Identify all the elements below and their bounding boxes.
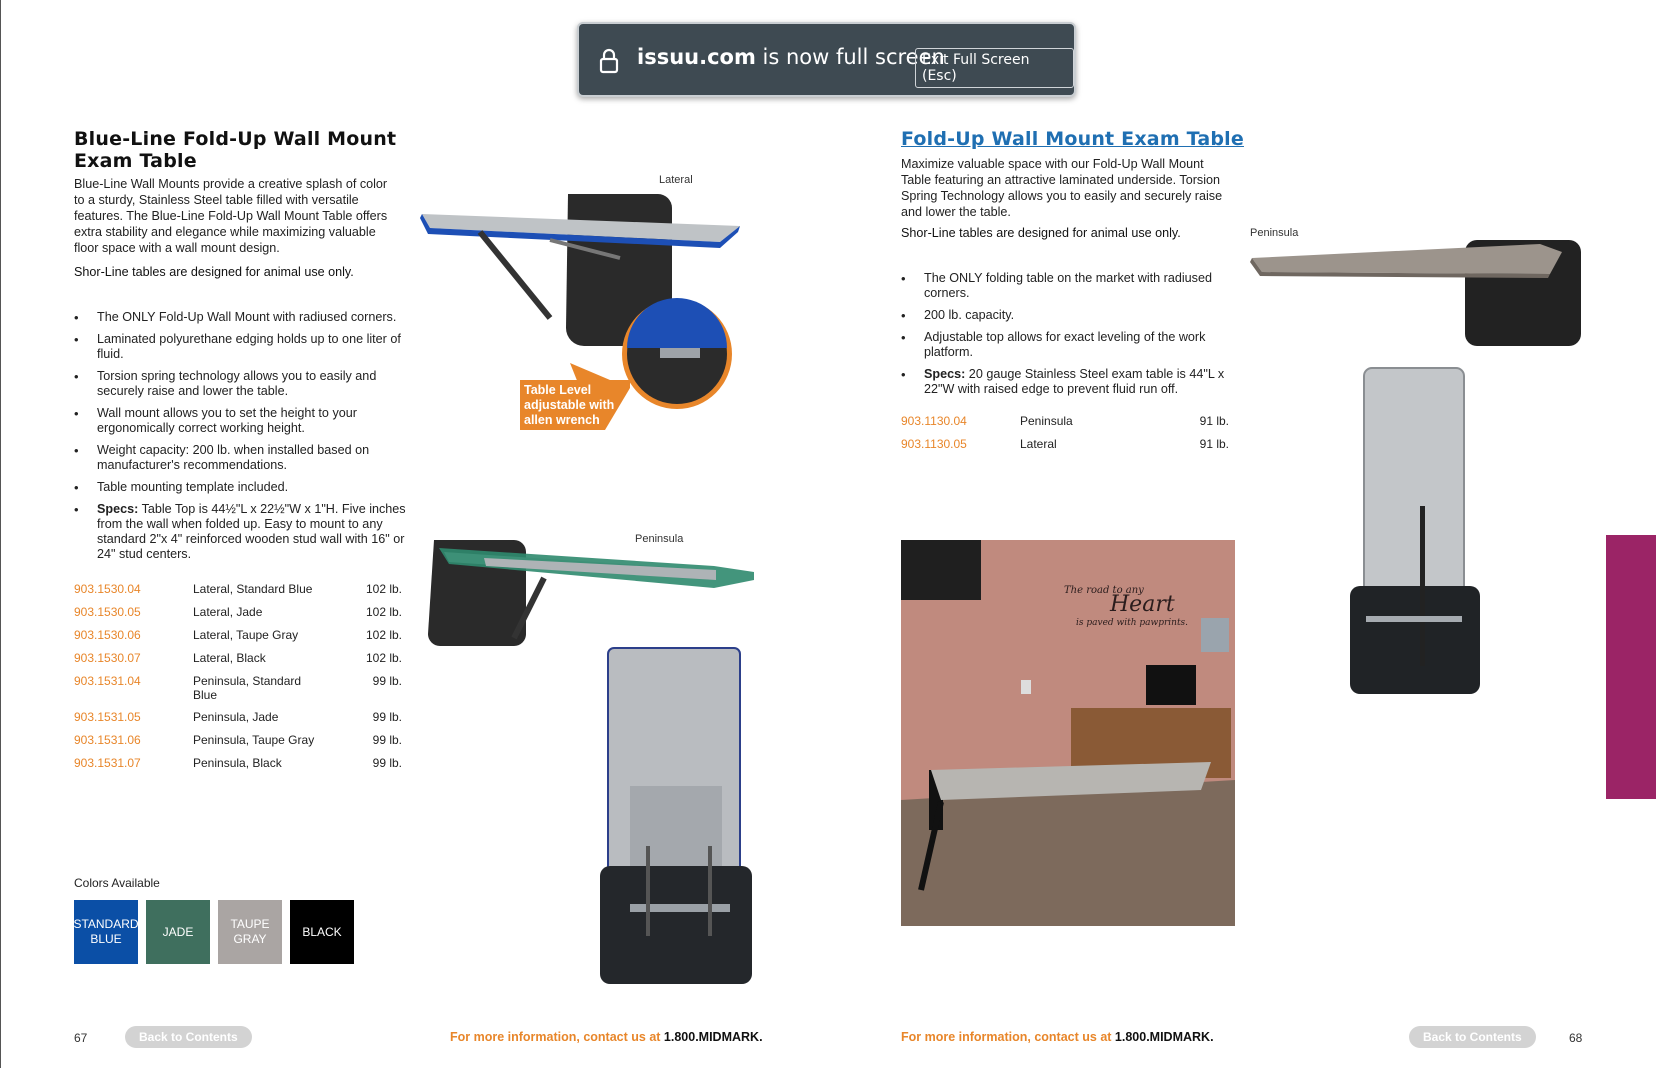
specs-text: 20 gauge Stainless Steel exam table is 44"L x 22"W with raised edge to prevent fluid run off. xyxy=(924,367,1225,396)
right-page-title-link[interactable]: Fold-Up Wall Mount Exam Table xyxy=(901,128,1244,150)
part-number[interactable]: 903.1531.05 xyxy=(74,710,141,724)
caption-peninsula-right: Peninsula xyxy=(1250,227,1299,239)
part-number[interactable]: 903.1530.07 xyxy=(74,651,141,665)
list-item: • The ONLY folding table on the market with radiused corners. xyxy=(901,271,1233,301)
lock-icon xyxy=(599,48,619,74)
colors-heading: Colors Available xyxy=(74,876,160,890)
list-item: • Torsion spring technology allows you to easily and securely raise and lower the table. xyxy=(74,369,406,399)
list-item: • Wall mount allows you to set the height to your ergonomically correct working height. xyxy=(74,406,406,436)
caption-peninsula-left: Peninsula xyxy=(635,533,684,545)
part-number[interactable]: 903.1531.06 xyxy=(74,733,141,747)
table-row xyxy=(901,414,1229,437)
list-item-specs xyxy=(901,367,1233,397)
exit-fullscreen-button[interactable]: Exit Full Screen (Esc) xyxy=(915,48,1074,88)
contact-phone: 1.800.MIDMARK. xyxy=(1114,1030,1214,1044)
table-row xyxy=(74,674,402,710)
part-desc: Peninsula, Black xyxy=(193,756,282,770)
contact-prefix: For more information, contact us at xyxy=(901,1030,1115,1044)
fullscreen-notification xyxy=(577,22,1076,97)
right-parts-table xyxy=(901,414,1229,460)
part-number[interactable]: 903.1530.04 xyxy=(74,582,141,596)
part-number[interactable]: 903.1130.05 xyxy=(901,437,967,451)
part-weight: 99 lb. xyxy=(372,756,402,770)
right-intro: Maximize valuable space with our Fold-Up Wall Mount Table featuring an attractive laminated underside. Torsion Spring Technology allows you to easily and securely raise and lower the table. xyxy=(901,157,1223,219)
list-item: • Adjustable top allows for exact leveling of the work platform. xyxy=(901,330,1233,360)
swatch-black: BLACK xyxy=(290,900,354,964)
part-weight: 99 lb. xyxy=(372,710,402,724)
part-weight: 102 lb. xyxy=(365,651,402,665)
contact-line-right xyxy=(901,1030,1214,1044)
part-weight: 102 lb. xyxy=(365,605,402,619)
table-row xyxy=(74,628,402,651)
part-number[interactable]: 903.1530.06 xyxy=(74,628,141,642)
list-item: • Table mounting template included. xyxy=(74,480,406,495)
table-level-callout: Table Level adjustable with allen wrench xyxy=(524,383,615,427)
part-weight: 99 lb. xyxy=(372,733,402,747)
list-item: • The ONLY Fold-Up Wall Mount with radiused corners. xyxy=(74,310,406,325)
folded-steel-table-image xyxy=(1350,366,1486,696)
fullscreen-message-text: is now full screen xyxy=(755,45,945,69)
part-desc: Lateral, Black xyxy=(193,651,266,665)
part-desc: Lateral, Taupe Gray xyxy=(193,628,299,642)
table-row xyxy=(74,756,402,779)
fullscreen-message xyxy=(637,45,945,69)
list-item: • Laminated polyurethane edging holds up to one liter of fluid. xyxy=(74,332,406,362)
table-row xyxy=(74,651,402,674)
wall-decal-line3: is paved with pawprints. xyxy=(1076,618,1189,628)
part-number[interactable]: 903.1531.07 xyxy=(74,756,141,770)
part-weight: 102 lb. xyxy=(365,582,402,596)
right-animal-note: Shor-Line tables are designed for animal use only. xyxy=(901,226,1181,240)
table-row xyxy=(901,437,1229,460)
contact-phone: 1.800.MIDMARK. xyxy=(663,1030,763,1044)
swatch-taupe-gray: TAUPE GRAY xyxy=(218,900,282,964)
caption-lateral: Lateral xyxy=(659,174,693,186)
right-feature-list xyxy=(901,271,1233,404)
specs-text: Table Top is 44½"L x 22½"W x 1"H. Five inches from the wall when folded up. Easy to mount to any standard 2"x 4" reinforced wooden stud wall with 16" or 24" stud centers. xyxy=(97,502,406,561)
part-desc: Peninsula xyxy=(1020,414,1073,428)
table-row xyxy=(74,733,402,756)
part-desc: Peninsula, Standard Blue xyxy=(193,674,302,702)
part-number[interactable]: 903.1130.04 xyxy=(901,414,967,428)
list-item: • Weight capacity: 200 lb. when installed based on manufacturer's recommendations. xyxy=(74,443,406,473)
part-desc: Lateral xyxy=(1020,437,1057,451)
part-number[interactable]: 903.1530.05 xyxy=(74,605,141,619)
part-desc: Lateral, Standard Blue xyxy=(193,582,313,596)
left-animal-note: Shor-Line tables are designed for animal use only. xyxy=(74,265,354,279)
section-color-tab xyxy=(1606,535,1656,799)
part-weight: 102 lb. xyxy=(365,628,402,642)
part-desc: Peninsula, Taupe Gray xyxy=(193,733,315,747)
swatch-standard-blue: STANDARD BLUE xyxy=(74,900,138,964)
left-page-title: Blue-Line Fold-Up Wall Mount Exam Table xyxy=(74,128,397,172)
wall-decal-line1: The road to any xyxy=(1064,585,1144,596)
exam-room-photo xyxy=(901,540,1235,926)
folded-table-image xyxy=(600,646,754,986)
list-item-specs xyxy=(74,502,406,562)
part-weight: 91 lb. xyxy=(1199,437,1229,451)
swatch-jade: JADE xyxy=(146,900,210,964)
part-weight: 99 lb. xyxy=(372,674,402,688)
table-row xyxy=(74,605,402,628)
contact-prefix: For more information, contact us at xyxy=(450,1030,664,1044)
part-number[interactable]: 903.1531.04 xyxy=(74,674,141,688)
page-number-left: 67 xyxy=(74,1031,88,1045)
part-weight: 91 lb. xyxy=(1199,414,1229,428)
table-row xyxy=(74,710,402,733)
part-desc: Peninsula, Jade xyxy=(193,710,279,724)
back-to-contents-button-right[interactable]: Back to Contents xyxy=(1409,1026,1536,1048)
wall-decal-line2: Heart xyxy=(1110,592,1175,617)
specs-label: Specs: xyxy=(924,367,966,381)
peninsula-steel-table-image xyxy=(1250,236,1584,348)
left-feature-list xyxy=(74,310,406,569)
list-item: • 200 lb. capacity. xyxy=(901,308,1233,323)
left-parts-table xyxy=(74,582,402,779)
contact-line-left xyxy=(450,1030,763,1044)
part-desc: Lateral, Jade xyxy=(193,605,263,619)
table-row xyxy=(74,582,402,605)
fullscreen-domain: issuu.com xyxy=(637,45,756,69)
viewport-left-edge xyxy=(0,0,1,1068)
left-intro: Blue-Line Wall Mounts provide a creative splash of color to a sturdy, Stainless Steel table filled with versatile features. The Blue-Line Fold-Up Wall Mount Table offers extra stability and elegance while maximizing valuable floor space with a wall mount design. xyxy=(74,177,388,255)
page-number-right: 68 xyxy=(1569,1031,1583,1045)
color-swatches xyxy=(74,900,354,964)
back-to-contents-button-left[interactable]: Back to Contents xyxy=(125,1026,252,1048)
specs-label: Specs: xyxy=(97,502,139,516)
